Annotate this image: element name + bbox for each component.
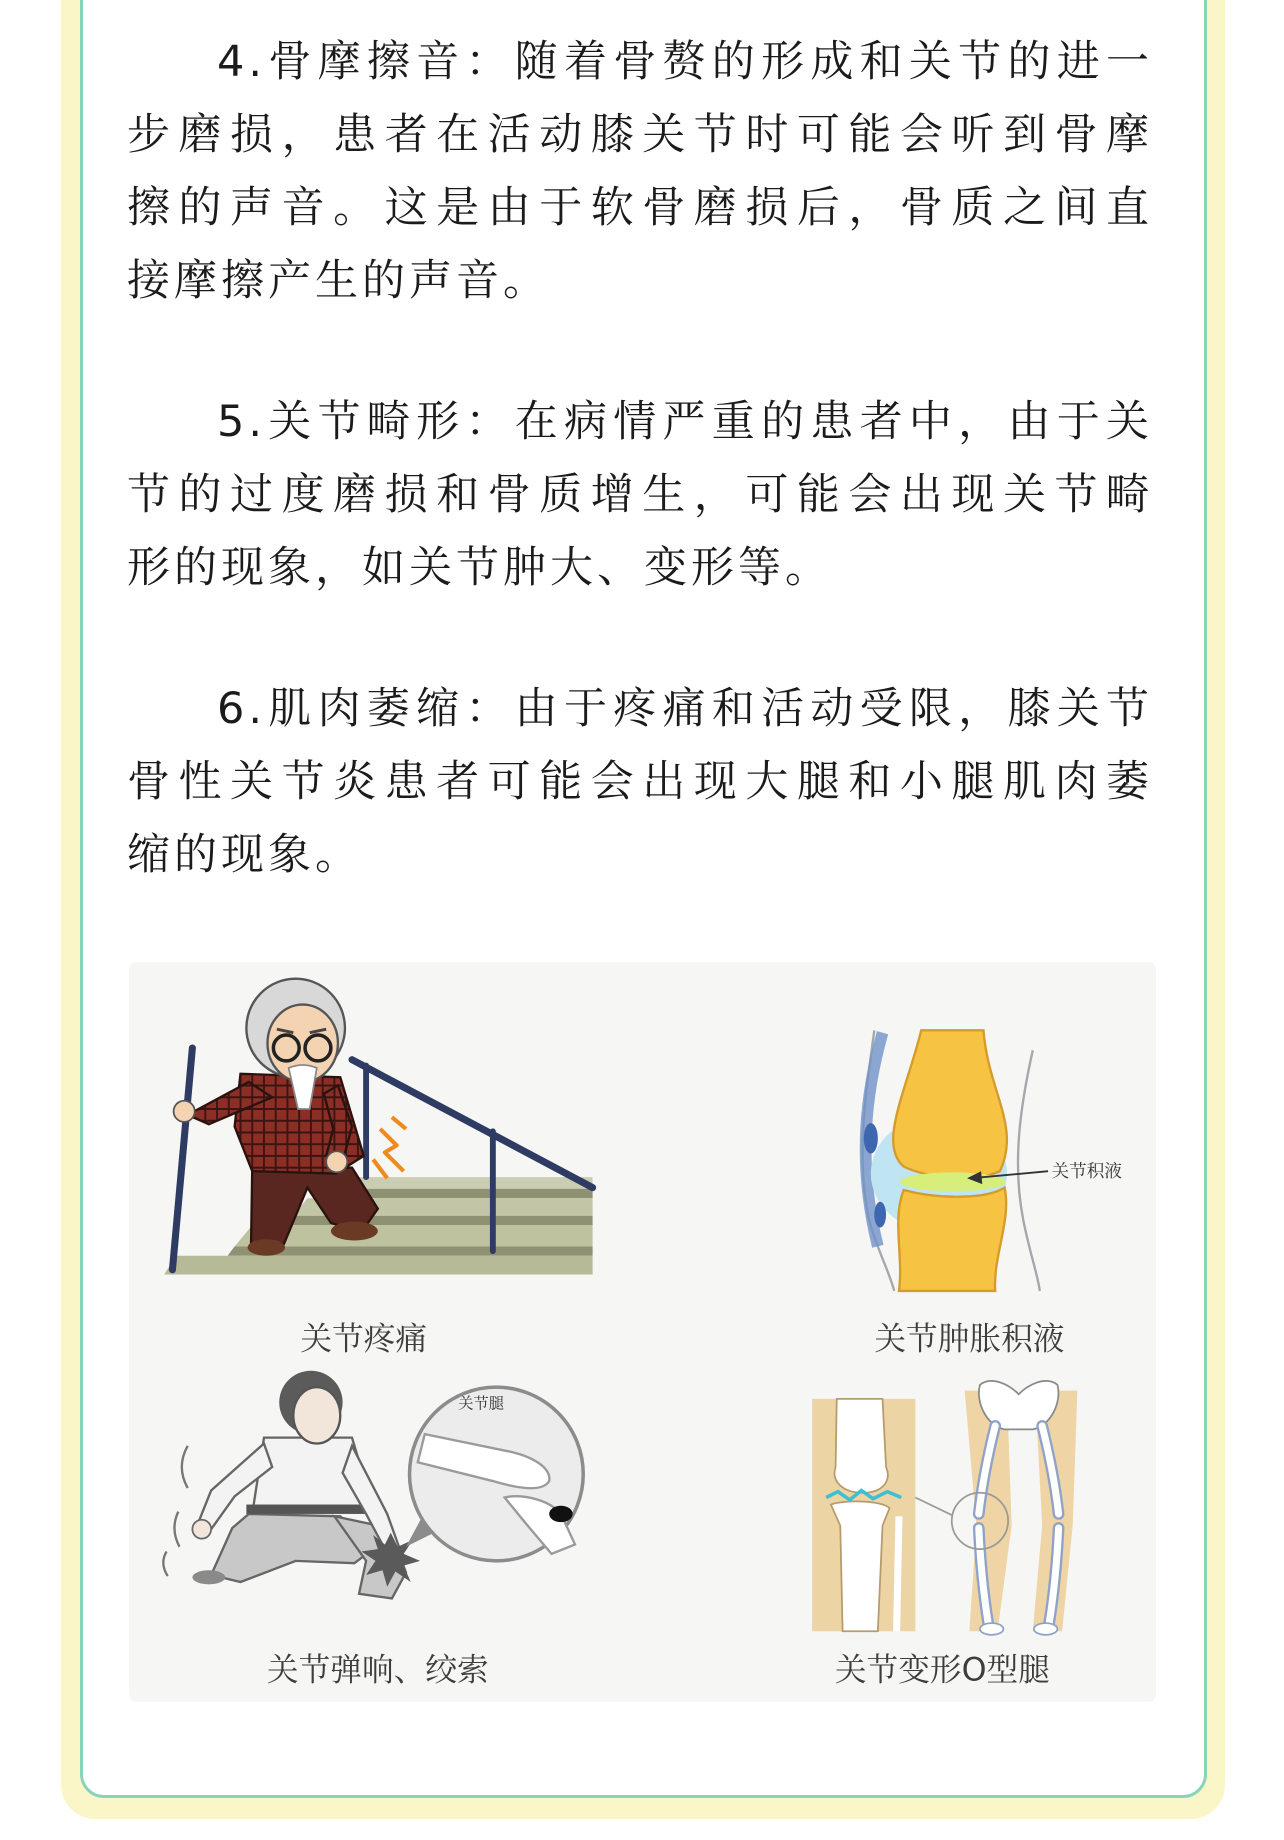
caption-joint-pain: 关节疼痛 — [300, 1321, 428, 1358]
shoe — [331, 1222, 378, 1241]
paragraph-joint-deformity — [127, 386, 1153, 605]
patella — [864, 1123, 878, 1154]
caption-joint-snapping-locking: 关节弹响、绞索 — [266, 1652, 489, 1689]
symptom-illustration-canvas — [129, 962, 1156, 1702]
hand — [174, 1101, 195, 1122]
label-joint-effusion: 关节积液 — [1051, 1162, 1122, 1183]
foot — [1034, 1623, 1057, 1635]
shoe — [192, 1570, 225, 1584]
label-loose-body: 关节腿 — [458, 1394, 504, 1413]
tibia — [898, 1188, 1006, 1291]
text-line: 节的过度磨损和骨质增生，可能会出现关节畸 — [127, 470, 1153, 520]
article-body — [127, 26, 1153, 960]
shoe — [248, 1239, 286, 1255]
bursa — [874, 1202, 886, 1228]
text-line: 擦的声音。这是由于软骨磨损后，骨质之间直 — [127, 183, 1153, 233]
paragraph-bone-friction-sound — [127, 26, 1153, 318]
femur — [835, 1399, 888, 1493]
face — [293, 1387, 340, 1443]
text-line: 骨性关节炎患者可能会出现大腿和小腿肌肉萎 — [127, 757, 1153, 807]
cartilage — [900, 1172, 1006, 1191]
hand — [192, 1520, 211, 1539]
text-line: 接摩擦产生的声音。 — [127, 256, 550, 306]
stair-tread — [331, 1177, 593, 1189]
text-line: 缩的现象。 — [127, 830, 362, 880]
fibula — [897, 1516, 899, 1631]
text-line: 6.肌肉萎缩：由于疼痛和活动受限，膝关节 — [217, 684, 1153, 734]
stair-tread — [164, 1256, 592, 1275]
text-line: 4.骨摩擦音：随着骨赘的形成和关节的进一 — [217, 37, 1153, 87]
symptom-illustration — [129, 962, 1156, 1702]
text-line: 步磨损，患者在活动膝关节时可能会听到骨摩 — [127, 110, 1153, 160]
belt — [246, 1505, 373, 1514]
caption-knee-swelling-effusion: 关节肿胀积液 — [874, 1321, 1065, 1358]
foot — [980, 1623, 1003, 1635]
text-line: 5.关节畸形：在病情严重的患者中，由于关 — [217, 397, 1153, 447]
text-line: 形的现象，如关节肿大、变形等。 — [127, 543, 832, 593]
paragraph-muscle-atrophy — [127, 673, 1153, 892]
hand — [326, 1151, 347, 1172]
caption-joint-deformity-bow-legs: 关节变形O型腿 — [834, 1652, 1050, 1689]
loose-body — [549, 1506, 572, 1522]
